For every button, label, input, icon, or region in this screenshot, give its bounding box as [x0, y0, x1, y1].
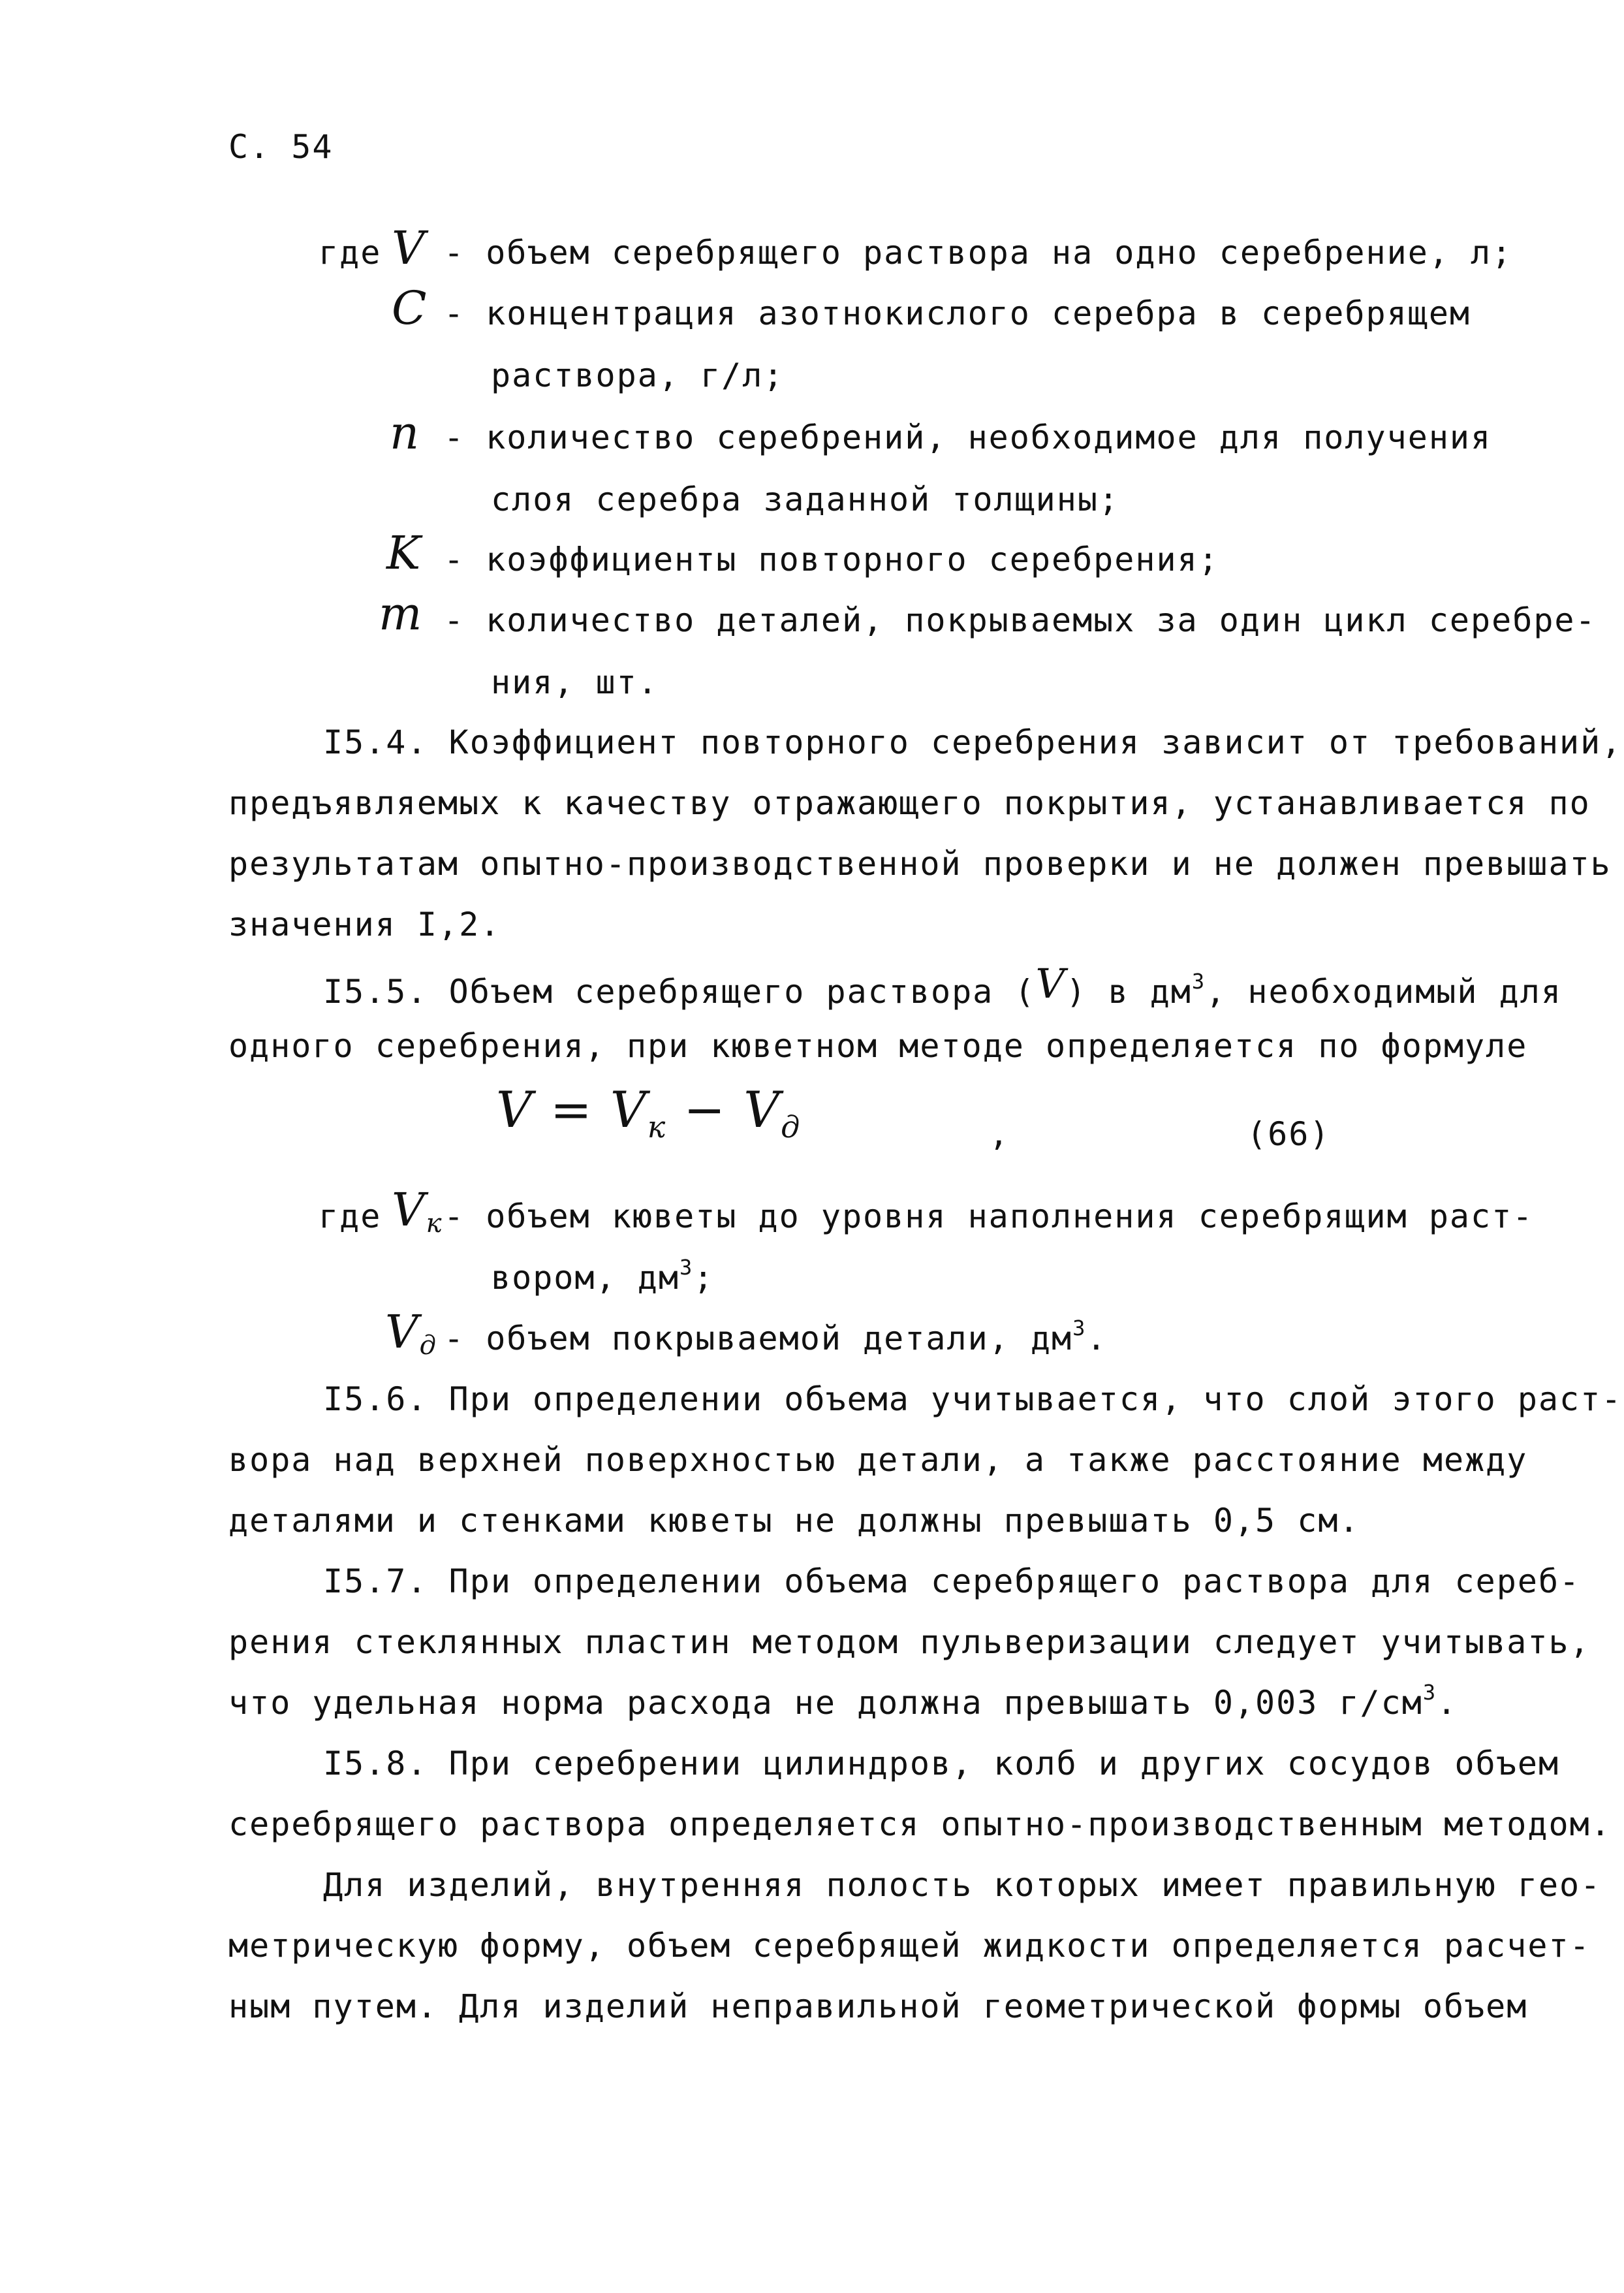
- def-n-line2: слоя серебра заданной толщины;: [491, 481, 1120, 518]
- p15-8-line1: I5.8. При серебрении цилиндров, колб и других сосудов объем: [323, 1745, 1560, 1782]
- def-k-line1: - коэффициенты повторного серебрения;: [444, 541, 1219, 578]
- p15-6-line1: I5.6. При определении объема учитывается, что слой этого раст-: [323, 1380, 1623, 1418]
- symbol-m: m: [379, 587, 424, 640]
- p15-5-line1: I5.5. Объем серебрящего раствора (V) в $дм^3$, необходимый для: [323, 960, 1562, 1011]
- def-m-line2: ния, шт.: [491, 663, 659, 701]
- inline-symbol-v: V: [1035, 960, 1067, 1007]
- def-v-line1: - объем серебрящего раствора на одно серебрение, л;: [444, 234, 1513, 272]
- def-c-line1: - концентрация азотнокислого серебра в серебрящем: [444, 294, 1471, 332]
- p15-6-line2: вора над верхней поверхностью детали, а также расстояние между: [228, 1441, 1528, 1479]
- p15-4-line1: I5.4. Коэффициент повторного серебрения зависит от требований,: [323, 723, 1623, 761]
- symbol-n: n: [390, 406, 421, 460]
- symbol-k: K: [386, 526, 422, 580]
- p-last-line2: метрическую форму, объем серебрящей жидкости определяется расчет-: [228, 1927, 1591, 1965]
- p15-8-line2: серебрящего раствора определяется опытно-производственным методом.: [228, 1805, 1612, 1843]
- p15-4-line3: результатам опытно-производственной проверки и не должен превышать: [228, 845, 1612, 883]
- def-m-line1: - количество деталей, покрываемых за один цикл серебре-: [444, 601, 1597, 639]
- def-vd-line1: - объем покрываемой детали, $дм^3$.: [444, 1316, 1108, 1357]
- p15-4-line4: значения I,2.: [228, 906, 501, 943]
- page-number: С. 54: [228, 128, 334, 166]
- def-vk-line2: вором, $дм^3$;: [491, 1255, 715, 1297]
- p15-7-line1: I5.7. При определении объема серебрящего раствора для сереб-: [323, 1562, 1581, 1600]
- def-n-line1: - количество серебрений, необходимое для получения: [444, 419, 1492, 456]
- p15-6-line3: деталями и стенками кюветы не должны превышать 0,5 см.: [228, 1502, 1360, 1540]
- p15-7-line3: что удельная норма расхода не должна превышать 0,003 $г/см^3$.: [228, 1680, 1458, 1722]
- p15-7-line2: рения стеклянных пластин методом пульверизации следует учитывать,: [228, 1623, 1591, 1661]
- equation-number: (66): [1247, 1115, 1331, 1153]
- p15-4-line2: предъявляемых к качеству отражающего покрытия, устанавливается по: [228, 784, 1591, 822]
- symbol-vk: $V_к$: [392, 1183, 443, 1239]
- formula-comma: ,: [989, 1115, 1010, 1153]
- symbol-v: V: [392, 221, 426, 275]
- where-label-2: где: [319, 1197, 382, 1235]
- p-last-line3: ным путем. Для изделий неправильной геометрической формы объем: [228, 1987, 1528, 2025]
- symbol-c: C: [392, 281, 428, 335]
- symbol-vd: $V_д$: [385, 1305, 437, 1361]
- p15-5-line2: одного серебрения, при кюветном методе определяется по формуле: [228, 1027, 1528, 1065]
- formula-66: $V = V_к - V_д$: [496, 1081, 802, 1145]
- p-last-line1: Для изделий, внутренняя полость которых имеет правильную гео-: [323, 1866, 1602, 1904]
- def-c-line2: раствора, г/л;: [491, 356, 785, 394]
- def-vk-line1: - объем кюветы до уровня наполнения серебрящим раст-: [444, 1197, 1534, 1235]
- where-label: где: [319, 234, 382, 272]
